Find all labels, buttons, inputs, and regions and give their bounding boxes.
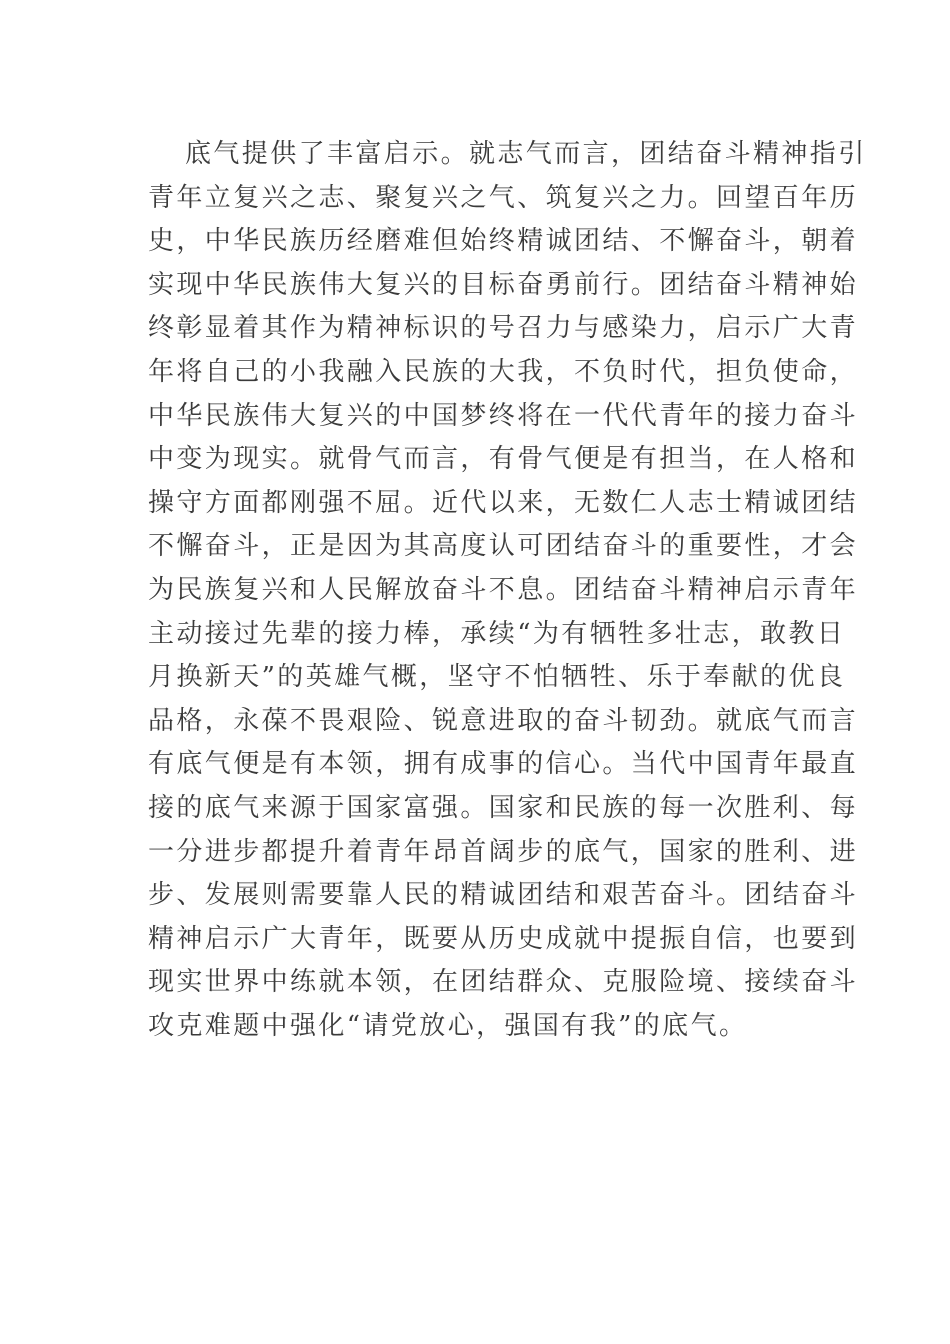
paragraph-line: 品格，永葆不畏艰险、锐意进取的奋斗韧劲。就底气而言 — [148, 705, 859, 736]
paragraph-line: 终彰显着其作为精神标识的号召力与感染力，启示广大青 — [148, 313, 859, 344]
paragraph-line: 有底气便是有本领，拥有成事的信心。当代中国青年最直 — [148, 749, 859, 780]
paragraph-line: 攻克难题中强化“请党放心，强国有我”的底气。 — [148, 1010, 748, 1041]
paragraph-line: 精神启示广大青年，既要从历史成就中提振自信，也要到 — [148, 923, 859, 954]
paragraph-line: 青年立复兴之志、聚复兴之气、筑复兴之力。回望百年历 — [148, 182, 859, 213]
paragraph-line: 中变为现实。就骨气而言，有骨气便是有担当，在人格和 — [148, 444, 859, 475]
paragraph-line: 为民族复兴和人民解放奋斗不息。团结奋斗精神启示青年 — [148, 574, 859, 605]
paragraph-line: 月换新天”的英雄气概，坚守不怕牺牲、乐于奉献的优良 — [148, 662, 846, 693]
paragraph-line: 不懈奋斗，正是因为其高度认可团结奋斗的重要性，才会 — [148, 531, 859, 562]
paragraph-line: 年将自己的小我融入民族的大我，不负时代，担负使命， — [148, 356, 859, 387]
paragraph-line: 现实世界中练就本领，在团结群众、克服险境、接续奋斗 — [148, 967, 859, 998]
paragraph-line: 主动接过先辈的接力棒，承续“为有牺牲多壮志，敢教日 — [148, 618, 846, 649]
paragraph-line: 步、发展则需要靠人民的精诚团结和艰苦奋斗。团结奋斗 — [148, 880, 859, 911]
paragraph-line: 一分进步都提升着青年昂首阔步的底气，国家的胜利、进 — [148, 836, 859, 867]
body-paragraph — [148, 133, 867, 1048]
paragraph-line: 实现中华民族伟大复兴的目标奋勇前行。团结奋斗精神始 — [148, 269, 859, 300]
paragraph-line: 史，中华民族历经磨难但始终精诚团结、不懈奋斗，朝着 — [148, 226, 859, 257]
paragraph-line: 中华民族伟大复兴的中国梦终将在一代代青年的接力奋斗 — [148, 400, 859, 431]
paragraph-line: 接的底气来源于国家富强。国家和民族的每一次胜利、每 — [148, 792, 859, 823]
paragraph-line: 底气提供了丰富启示。就志气而言，团结奋斗精神指引 — [185, 139, 867, 169]
paragraph-line: 操守方面都刚强不屈。近代以来，无数仁人志士精诚团结 — [148, 487, 859, 518]
